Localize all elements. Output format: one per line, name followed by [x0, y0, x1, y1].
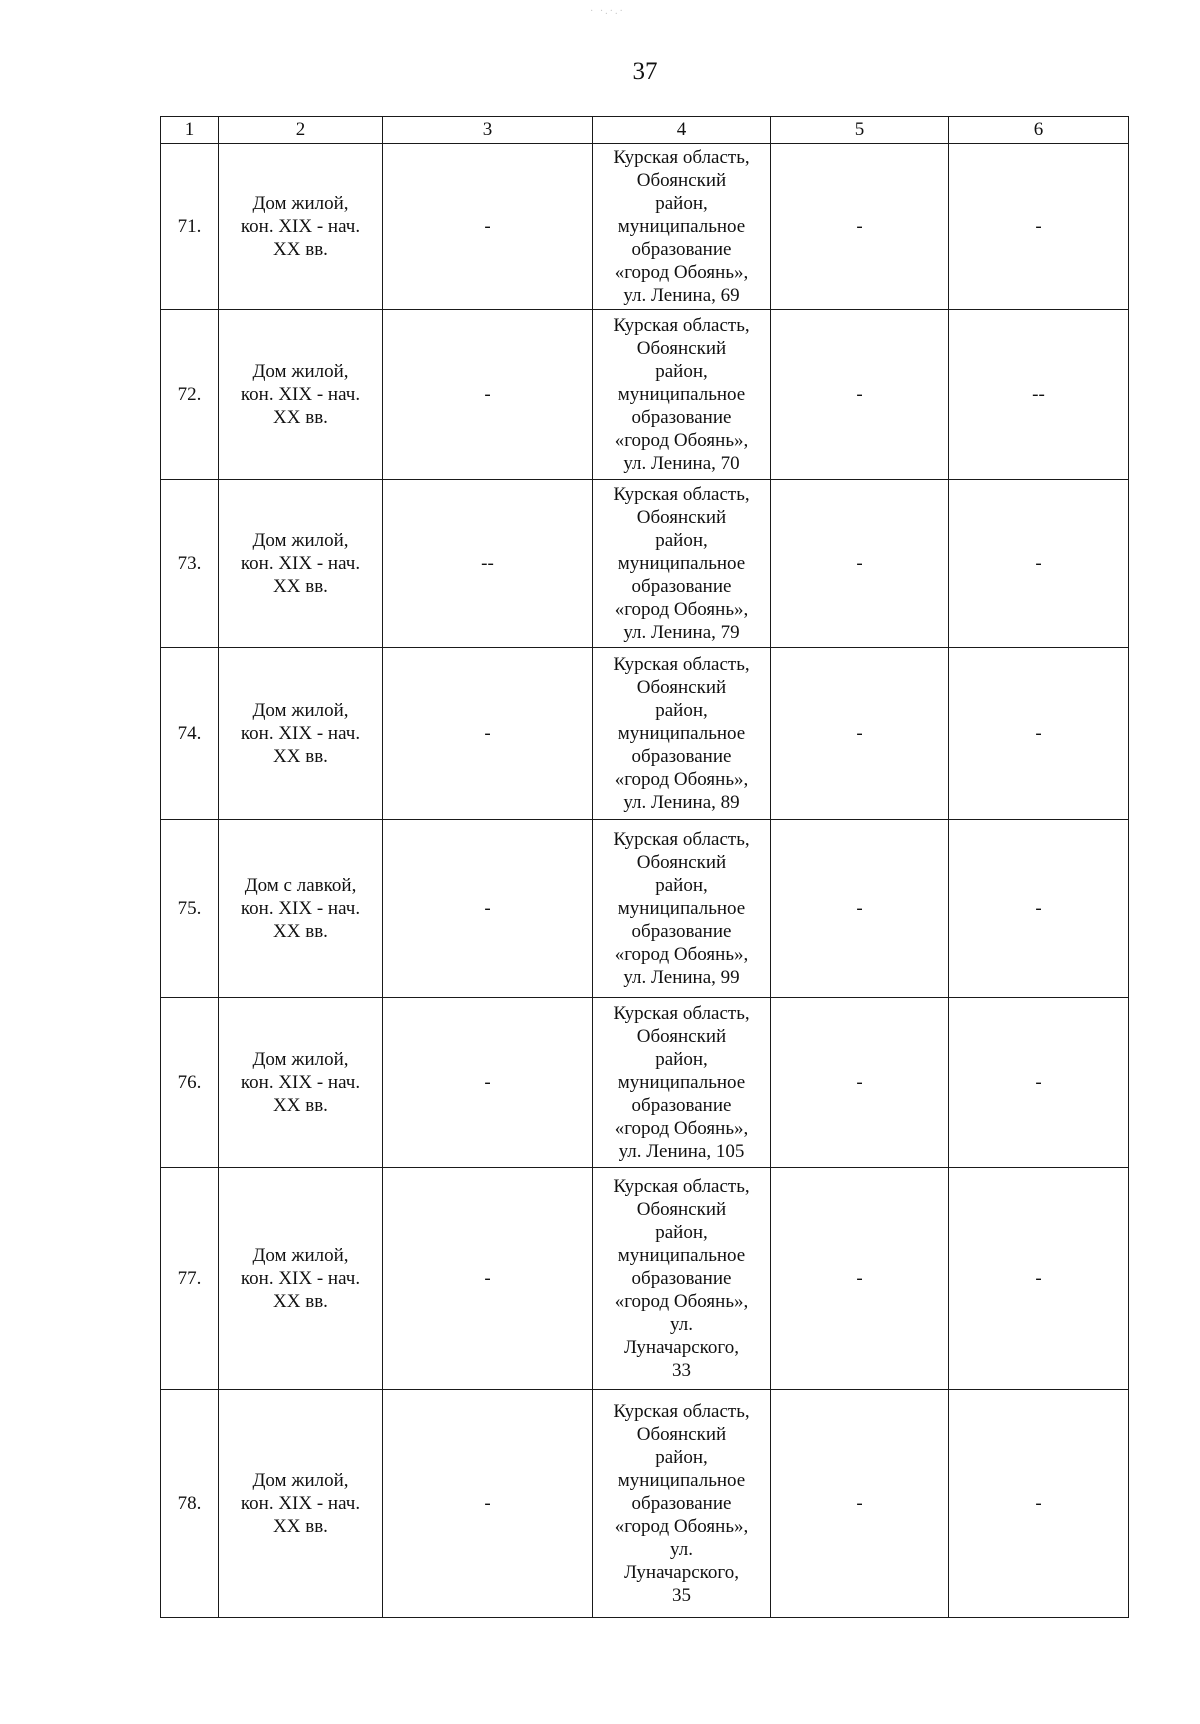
column-5-value: -	[771, 310, 949, 480]
column-3-value: -	[383, 144, 593, 310]
address-line: Курская область,	[613, 1401, 750, 1422]
object-name	[219, 310, 383, 480]
object-name-line: кон. XIX - нач.	[240, 384, 361, 405]
address-line: образование	[631, 239, 732, 260]
address-line: ул. Ленина, 105	[618, 1141, 745, 1162]
row-number: 74.	[161, 648, 219, 820]
object-name-line: XX вв.	[273, 576, 328, 597]
address-line: район,	[655, 1222, 708, 1243]
address-line: ул. Ленина, 99	[623, 967, 740, 988]
column-5-value: -	[771, 144, 949, 310]
column-header: 5	[771, 117, 949, 144]
column-header: 4	[593, 117, 771, 144]
address-line: муниципальное	[617, 1072, 746, 1093]
address-line: Курская область,	[613, 654, 750, 675]
object-address	[593, 998, 771, 1168]
object-name	[219, 1390, 383, 1618]
column-6-value: -	[949, 820, 1129, 998]
table-row	[161, 1390, 1129, 1618]
address-line: образование	[631, 407, 732, 428]
object-name-line: Дом с лавкой,	[244, 875, 357, 896]
address-line: Курская область,	[613, 484, 750, 505]
address-line: Обоянский	[636, 170, 727, 191]
address-line: «город Обоянь»,	[614, 262, 749, 283]
address-line: «город Обоянь»,	[614, 599, 749, 620]
address-line: ул. Ленина, 69	[623, 285, 740, 306]
address-line: образование	[631, 1493, 732, 1514]
address-line: ул. Ленина, 70	[623, 453, 740, 474]
object-name-line: кон. XIX - нач.	[240, 1493, 361, 1514]
address-line: образование	[631, 746, 732, 767]
object-name-line: Дом жилой,	[252, 1049, 349, 1070]
column-5-value: -	[771, 648, 949, 820]
address-line: муниципальное	[617, 723, 746, 744]
row-number: 78.	[161, 1390, 219, 1618]
address-line: ул. Ленина, 89	[623, 792, 740, 813]
column-5-value: -	[771, 1390, 949, 1618]
column-6-value: -	[949, 1168, 1129, 1390]
object-name	[219, 480, 383, 648]
column-header: 1	[161, 117, 219, 144]
scan-artifact: · ·.·.·	[590, 6, 625, 17]
object-name-line: кон. XIX - нач.	[240, 1072, 361, 1093]
address-line: район,	[655, 1447, 708, 1468]
address-line: ул. Ленина, 79	[623, 622, 740, 643]
table-row	[161, 998, 1129, 1168]
address-line: Обоянский	[636, 1424, 727, 1445]
object-name	[219, 820, 383, 998]
column-3-value: -	[383, 1168, 593, 1390]
column-header: 2	[219, 117, 383, 144]
row-number: 73.	[161, 480, 219, 648]
column-3-value: --	[383, 480, 593, 648]
object-address	[593, 820, 771, 998]
object-address	[593, 648, 771, 820]
row-number: 76.	[161, 998, 219, 1168]
object-name-line: Дом жилой,	[252, 530, 349, 551]
address-line: Обоянский	[636, 852, 727, 873]
address-line: Обоянский	[636, 1026, 727, 1047]
column-6-value: -	[949, 1390, 1129, 1618]
row-number: 72.	[161, 310, 219, 480]
address-line: Курская область,	[613, 829, 750, 850]
address-line: Обоянский	[636, 677, 727, 698]
column-5-value: -	[771, 998, 949, 1168]
row-number: 75.	[161, 820, 219, 998]
address-line: Курская область,	[613, 1003, 750, 1024]
object-name-line: XX вв.	[273, 921, 328, 942]
address-line: муниципальное	[617, 1470, 746, 1491]
column-6-value: -	[949, 648, 1129, 820]
address-line: Курская область,	[613, 1176, 750, 1197]
address-line: район,	[655, 875, 708, 896]
address-line: ул.	[670, 1539, 693, 1560]
column-3-value: -	[383, 648, 593, 820]
address-line: муниципальное	[617, 384, 746, 405]
object-name-line: Дом жилой,	[252, 1470, 349, 1491]
object-address	[593, 144, 771, 310]
object-name-line: XX вв.	[273, 407, 328, 428]
page-number: 37	[632, 58, 658, 85]
column-6-value: -	[949, 480, 1129, 648]
column-5-value: -	[771, 1168, 949, 1390]
column-6-value: --	[949, 310, 1129, 480]
table-row	[161, 310, 1129, 480]
column-3-value: -	[383, 1390, 593, 1618]
address-line: образование	[631, 1095, 732, 1116]
column-6-value: -	[949, 144, 1129, 310]
object-name-line: кон. XIX - нач.	[240, 216, 361, 237]
address-line: Обоянский	[636, 1199, 727, 1220]
address-line: район,	[655, 700, 708, 721]
object-address	[593, 310, 771, 480]
address-line: Обоянский	[636, 338, 727, 359]
address-line: муниципальное	[617, 1245, 746, 1266]
object-name	[219, 648, 383, 820]
object-address	[593, 1168, 771, 1390]
object-name-line: XX вв.	[273, 1291, 328, 1312]
address-line: «город Обоянь»,	[614, 430, 749, 451]
address-line: район,	[655, 361, 708, 382]
column-3-value: -	[383, 310, 593, 480]
row-number: 71.	[161, 144, 219, 310]
address-line: район,	[655, 193, 708, 214]
address-line: «город Обоянь»,	[614, 1516, 749, 1537]
heritage-registry-table	[160, 116, 1129, 1618]
column-5-value: -	[771, 820, 949, 998]
row-number: 77.	[161, 1168, 219, 1390]
column-3-value: -	[383, 820, 593, 998]
address-line: «город Обоянь»,	[614, 944, 749, 965]
object-name-line: кон. XIX - нач.	[240, 723, 361, 744]
object-name-line: XX вв.	[273, 1095, 328, 1116]
column-header: 3	[383, 117, 593, 144]
address-line: Курская область,	[613, 315, 750, 336]
address-line: «город Обоянь»,	[614, 1291, 749, 1312]
column-header: 6	[949, 117, 1129, 144]
address-line: муниципальное	[617, 898, 746, 919]
address-line: Луначарского,	[623, 1337, 739, 1358]
object-name-line: XX вв.	[273, 239, 328, 260]
object-address	[593, 1390, 771, 1618]
column-6-value: -	[949, 998, 1129, 1168]
address-line: 35	[672, 1585, 691, 1606]
object-name-line: Дом жилой,	[252, 193, 349, 214]
column-header-row	[161, 117, 1129, 144]
object-name	[219, 998, 383, 1168]
address-line: образование	[631, 576, 732, 597]
table-body	[161, 117, 1129, 1618]
address-line: район,	[655, 530, 708, 551]
address-line: Обоянский	[636, 507, 727, 528]
object-name-line: кон. XIX - нач.	[240, 898, 361, 919]
table-row	[161, 648, 1129, 820]
address-line: муниципальное	[617, 216, 746, 237]
object-name-line: Дом жилой,	[252, 361, 349, 382]
column-3-value: -	[383, 998, 593, 1168]
table-row	[161, 1168, 1129, 1390]
object-name-line: кон. XIX - нач.	[240, 553, 361, 574]
table-row	[161, 480, 1129, 648]
address-line: Курская область,	[613, 147, 750, 168]
table-row	[161, 144, 1129, 310]
column-5-value: -	[771, 480, 949, 648]
address-line: 33	[672, 1360, 691, 1381]
address-line: «город Обоянь»,	[614, 769, 749, 790]
address-line: «город Обоянь»,	[614, 1118, 749, 1139]
object-name-line: Дом жилой,	[252, 700, 349, 721]
address-line: муниципальное	[617, 553, 746, 574]
address-line: Луначарского,	[623, 1562, 739, 1583]
object-name	[219, 1168, 383, 1390]
object-name-line: XX вв.	[273, 1516, 328, 1537]
object-name-line: кон. XIX - нач.	[240, 1268, 361, 1289]
object-address	[593, 480, 771, 648]
address-line: ул.	[670, 1314, 693, 1335]
address-line: образование	[631, 921, 732, 942]
object-name	[219, 144, 383, 310]
object-name-line: Дом жилой,	[252, 1245, 349, 1266]
address-line: район,	[655, 1049, 708, 1070]
address-line: образование	[631, 1268, 732, 1289]
object-name-line: XX вв.	[273, 746, 328, 767]
table-row	[161, 820, 1129, 998]
